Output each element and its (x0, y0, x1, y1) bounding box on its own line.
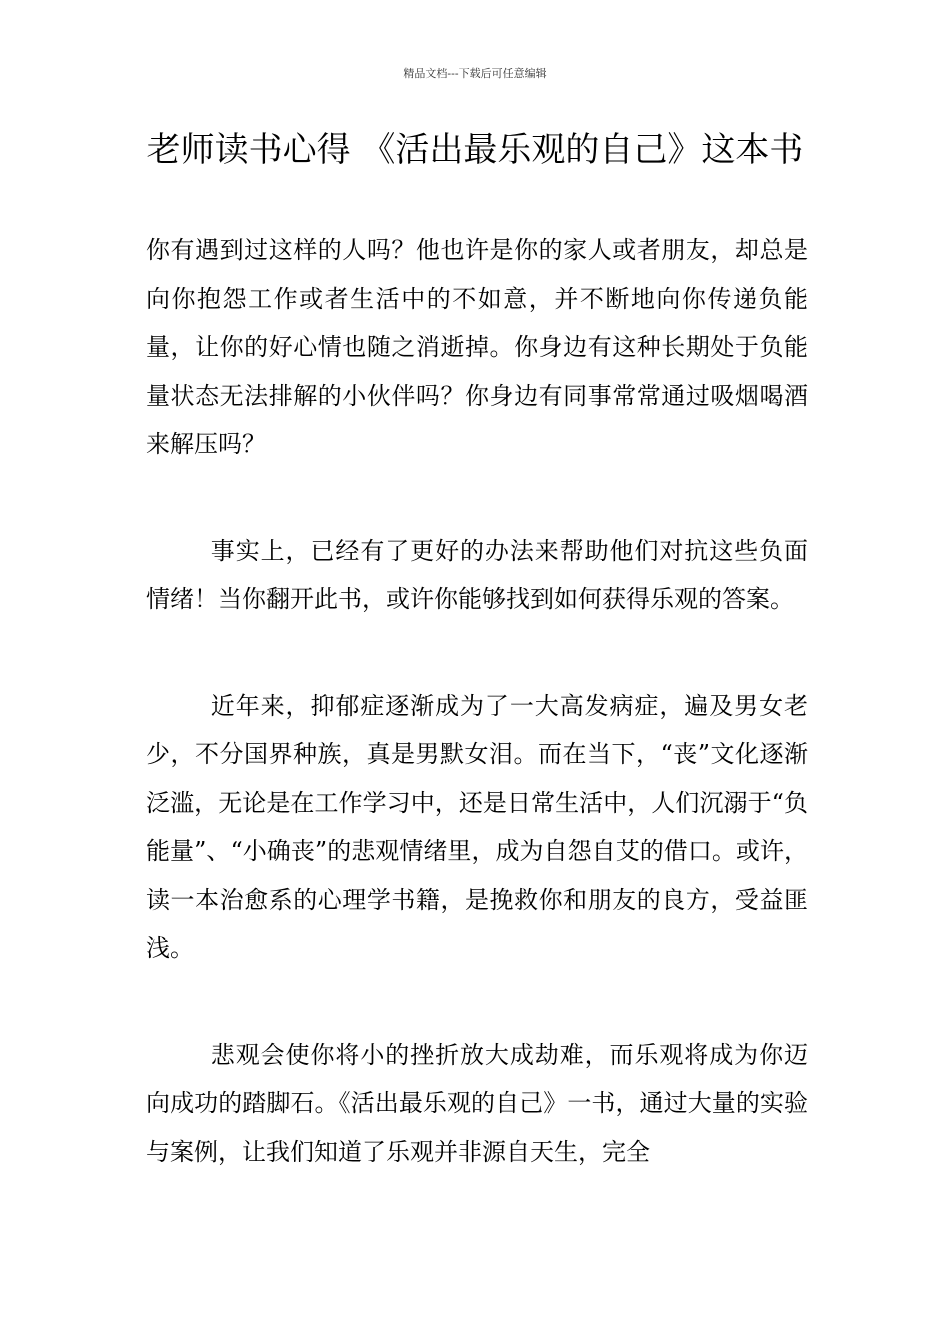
paragraph-4: 悲观会使你将小的挫折放大成劫难，而乐观将成为你迈向成功的踏脚石。《活出最乐观的自己》一书，通过大量的实验与案例，让我们知道了乐观并非源自天生，完全 (146, 1040, 808, 1166)
paragraph-gap (146, 469, 808, 527)
paragraph-gap (146, 624, 808, 682)
paragraph-3: 近年来，抑郁症逐渐成为了一大高发病症，遍及男女老少，不分国界种族，真是男默女泪。而在当下，“丧”文化逐渐泛滥，无论是在工作学习中，还是日常生活中，人们沉溺于“负能量”、“小确丧”的悲观情绪里，成为自怨自艾的借口。或许，读一本治愈系的心理学书籍，是挽救你和朋友的良方，受益匪浅。 (146, 691, 808, 962)
header-note: 精品文档---下载后可任意编辑 (403, 67, 547, 80)
paragraph-gap (146, 973, 808, 1031)
document-body (146, 226, 808, 1176)
document-title: 老师读书心得 《活出最乐观的自己》这本书 (146, 130, 804, 170)
paragraph-1: 你有遇到过这样的人吗？他也许是你的家人或者朋友，却总是向你抱怨工作或者生活中的不如意，并不断地向你传递负能量，让你的好心情也随之消逝掉。你身边有这种长期处于负能量状态无法排解的小伙伴吗？你身边有同事常常通过吸烟喝酒来解压吗？ (146, 236, 808, 458)
paragraph-2: 事实上，已经有了更好的办法来帮助他们对抗这些负面情绪！当你翻开此书，或许你能够找到如何获得乐观的答案。 (146, 536, 808, 613)
